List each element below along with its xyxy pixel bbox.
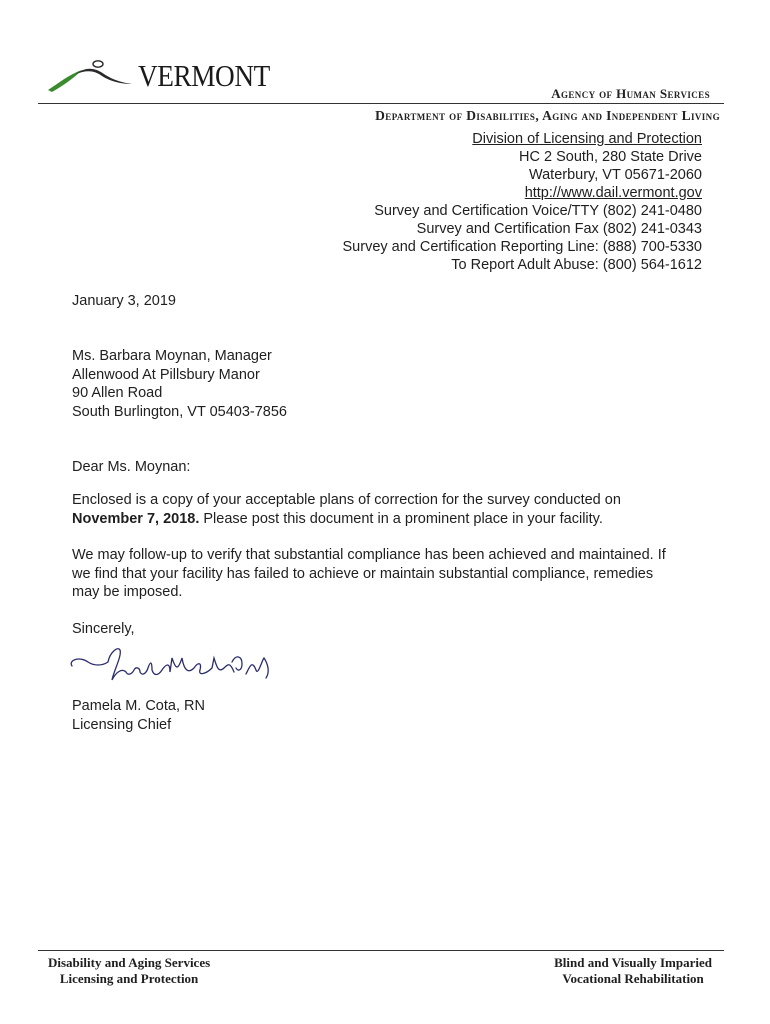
paragraph-line: Enclosed is a copy of your acceptable plans of correction for the survey conducted on: [72, 492, 621, 508]
voice-line: Survey and Certification Voice/TTY (802) 241-0480: [374, 203, 702, 219]
paragraph-line: [72, 510, 712, 529]
paragraph-line: may be imposed.: [72, 584, 183, 600]
address-line-2: Waterbury, VT 05671-2060: [528, 167, 702, 183]
letter-date: January 3, 2019: [72, 293, 176, 309]
signer-title: Licensing Chief: [72, 717, 172, 733]
paragraph-line: We may follow-up to verify that substantial compliance has been achieved and maintained. If: [72, 547, 666, 563]
survey-date: November 7, 2018.: [72, 510, 200, 527]
paragraph-text: Please post this document in a prominent place in your facility.: [199, 510, 603, 527]
salutation: Dear Ms. Moynan:: [72, 459, 191, 475]
footer-left-line: Disability and Aging Services: [48, 955, 211, 970]
closing: Sincerely,: [72, 621, 135, 637]
handwritten-signature: [66, 640, 276, 690]
department-name: Department of Disabilities, Aging and Independent Living: [375, 108, 720, 123]
footer-right-line: Blind and Visually Imparied: [554, 955, 712, 970]
signer-name: Pamela M. Cota, RN: [72, 698, 205, 714]
recipient-line: South Burlington, VT 05403-7856: [72, 403, 287, 420]
footer-left: [48, 955, 210, 987]
abuse-line: To Report Adult Abuse: (800) 564-1612: [451, 257, 702, 273]
vermont-mountain-logo: [46, 56, 146, 96]
footer-left-line: Licensing and Protection: [59, 971, 199, 986]
footer-right: [554, 955, 712, 987]
footer-right-line: Vocational Rehabilitation: [562, 971, 704, 986]
division-name: Division of Licensing and Protection: [472, 131, 702, 147]
recipient-line: Allenwood At Pillsbury Manor: [72, 366, 260, 383]
paragraph-line: we find that your facility has failed to achieve or maintain substantial compliance, remedies: [72, 565, 654, 582]
contact-block: [343, 130, 703, 274]
recipient-line: Ms. Barbara Moynan, Manager: [72, 348, 272, 364]
header-divider: [38, 103, 724, 104]
paragraph-2: [72, 546, 712, 602]
vermont-wordmark: VERMONT: [138, 58, 270, 93]
website-link[interactable]: http://www.dail.vermont.gov: [524, 185, 702, 201]
recipient-address: [72, 347, 712, 421]
agency-name: Agency of Human Services: [551, 86, 710, 101]
letterhead: [0, 0, 770, 130]
fax-line: Survey and Certification Fax (802) 241-0343: [416, 221, 702, 237]
address-line-1: HC 2 South, 280 State Drive: [519, 149, 702, 165]
footer-divider: [38, 950, 724, 951]
recipient-line: 90 Allen Road: [72, 385, 163, 401]
paragraph-1: [72, 491, 712, 528]
reporting-line: Survey and Certification Reporting Line: (888) 700-5330: [342, 239, 702, 255]
